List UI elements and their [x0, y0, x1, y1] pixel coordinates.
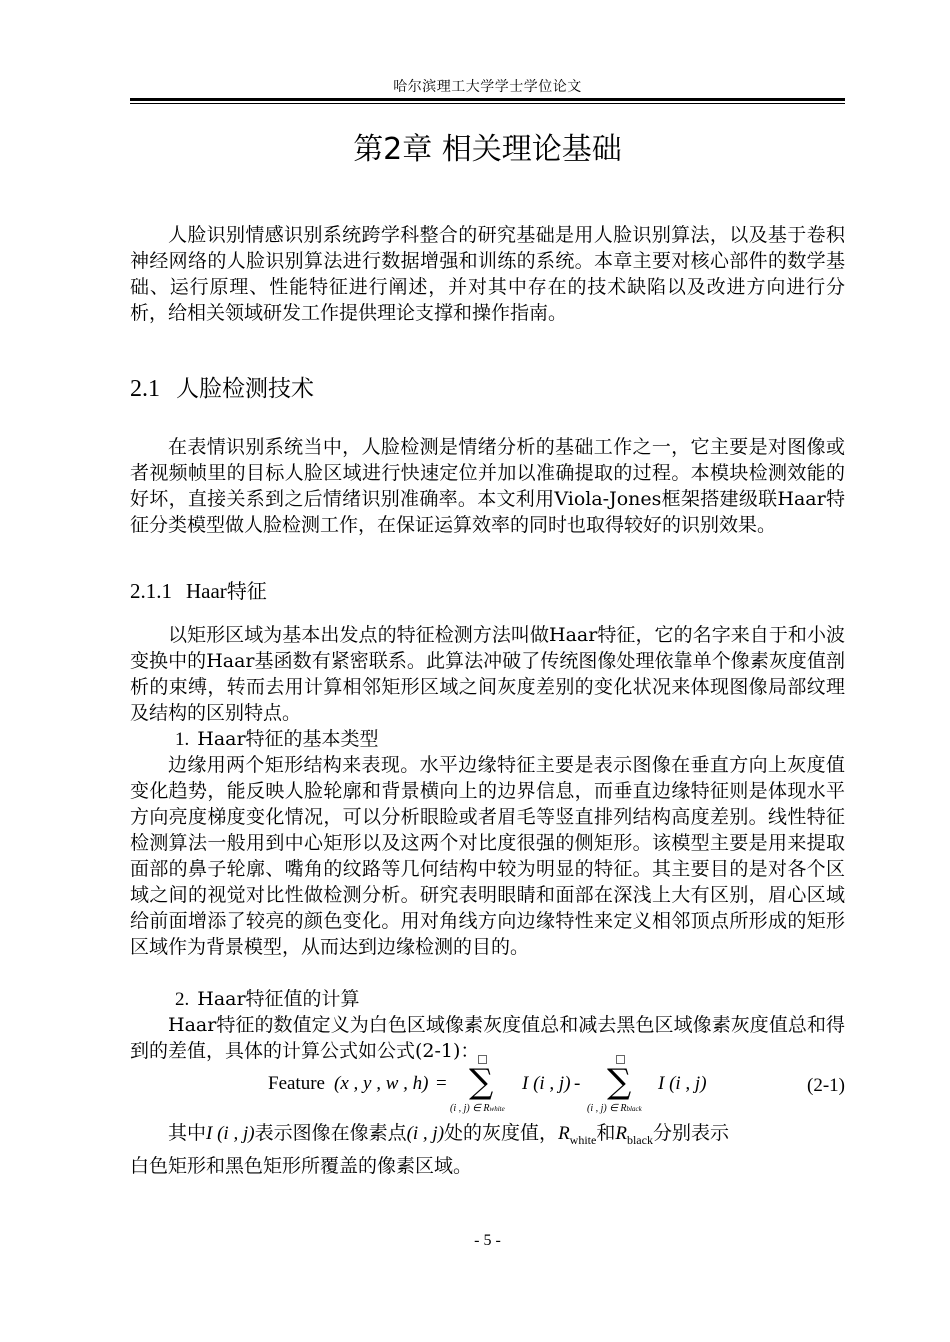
expl-r-white: R: [558, 1123, 570, 1144]
summation-icon: ∑: [469, 1062, 494, 1102]
expl-r-white-sub: white: [569, 1132, 597, 1147]
header-rule-thick: [130, 98, 845, 101]
expl-and: 和: [596, 1122, 616, 1144]
expl-r-black-sub: black: [626, 1132, 653, 1147]
section-heading-2-1-1: [130, 576, 267, 606]
section-number: 2.1: [130, 376, 160, 402]
subsection-title-rest: 特征: [226, 579, 267, 603]
list-item-2: [175, 986, 360, 1013]
subsection-title-word: Haar: [186, 579, 227, 603]
list-number: 1.: [175, 729, 190, 750]
equation-number: (2-1): [807, 1075, 845, 1096]
expl-iij: I (i , j): [206, 1123, 255, 1144]
formula-minus: -: [574, 1073, 581, 1094]
list-item-1: [175, 726, 379, 753]
expl-text-2: 表示图像在像素点: [254, 1122, 407, 1144]
running-header: 哈尔滨理工大学学士学位论文: [393, 79, 582, 95]
list-number: 2.: [175, 989, 190, 1010]
expl-text-3: 处的灰度值，: [444, 1122, 559, 1144]
subsection-number: 2.1.1: [130, 579, 172, 603]
section-heading-2-1: [130, 372, 314, 406]
haar-types-paragraph: 边缘用两个矩形结构来表现。水平边缘特征主要是表示图像在垂直方向上灰度值变化趋势，能反映人脸轮廓和背景横向上的边界信息，而垂直边缘特征则是体现水平方向亮度梯度变化情况，可以分析眼睑或者眉毛等竖直排列结构高度差别。线性特征检测算法一般用到中心矩形以及这两个对比度很强的侧矩形。该模型主要是用来提取面部的鼻子轮廓、嘴角的纹路等几何结构中较为明显的特征。其主要目的是对各个区域之间的视觉对比性做检测分析。研究表明眼睛和面部在深浅上大有区别，眉心区域给前面增添了较亮的颜色变化。用对角线方向边缘特性来定义相邻顶点所形成的矩形区域作为背景模型，从而达到边缘检测的目的。: [130, 754, 845, 958]
formula-term-2: I (i , j): [658, 1073, 707, 1094]
expl-line-2: 白色矩形和黑色矩形所覆盖的像素区域。: [130, 1154, 473, 1177]
sum1-subscript: (i , j) ∈ Rwhite: [450, 1103, 505, 1114]
list-label: Haar特征值的计算: [197, 988, 360, 1010]
formula-lhs-args: (x , y , w , h): [334, 1073, 429, 1094]
expl-ij: (i , j): [406, 1123, 445, 1144]
formula-equals: =: [436, 1073, 447, 1094]
section-2-1-paragraph: 在表情识别系统当中，人脸检测是情绪分析的基础工作之一，它主要是对图像或者视频帧里的目标人脸区域进行快速定位并加以准确提取的过程。本模块检测效能的好坏，直接关系到之后情绪识别准确率。本文利用Viola-Jones框架搭建级联Haar特征分类模型做人脸检测工作，在保证运算效率的同时也取得较好的识别效果。: [130, 436, 845, 536]
sum2-subscript: (i , j) ∈ Rblack: [587, 1103, 642, 1114]
expl-text-4: 分别表示: [652, 1122, 729, 1144]
list-label: Haar特征的基本类型: [197, 728, 379, 750]
expl-text-1: 其中: [168, 1122, 207, 1144]
formula-lhs-name: Feature: [268, 1073, 325, 1094]
chapter-title: 第2章 相关理论基础: [353, 132, 622, 167]
expl-r-black: R: [615, 1123, 627, 1144]
header-rule-thin: [130, 103, 845, 104]
formula-term-1: I (i , j): [522, 1073, 571, 1094]
haar-calc-paragraph: Haar特征的数值定义为白色区域像素灰度值总和减去黑色区域像素灰度值总和得到的差值，具体的计算公式如公式(2-1)：: [130, 1014, 845, 1062]
formula-explanation: [130, 1120, 845, 1179]
summation-icon: ∑: [607, 1062, 632, 1102]
haar-intro-paragraph: 以矩形区域为基本出发点的特征检测方法叫做Haar特征，它的名字来自于和小波变换中的Haar基函数有紧密联系。此算法冲破了传统图像处理依靠单个像素灰度值剖析的束缚，转而去用计算相邻矩形区域之间灰度差别的变化状况来体现图像局部纹理及结构的区别特点。: [130, 624, 845, 724]
page-number: - 5 -: [474, 1232, 501, 1249]
section-title: 人脸检测技术: [176, 376, 314, 402]
equation-2-1: [130, 1055, 845, 1121]
intro-paragraph: 人脸识别情感识别系统跨学科整合的研究基础是用人脸识别算法，以及基于卷积神经网络的人脸识别算法进行数据增强和训练的系统。本章主要对核心部件的数学基础、运行原理、性能特征进行阐述，并对其中存在的技术缺陷以及改进方向进行分析，给相关领域研发工作提供理论支撑和操作指南。: [130, 224, 845, 324]
